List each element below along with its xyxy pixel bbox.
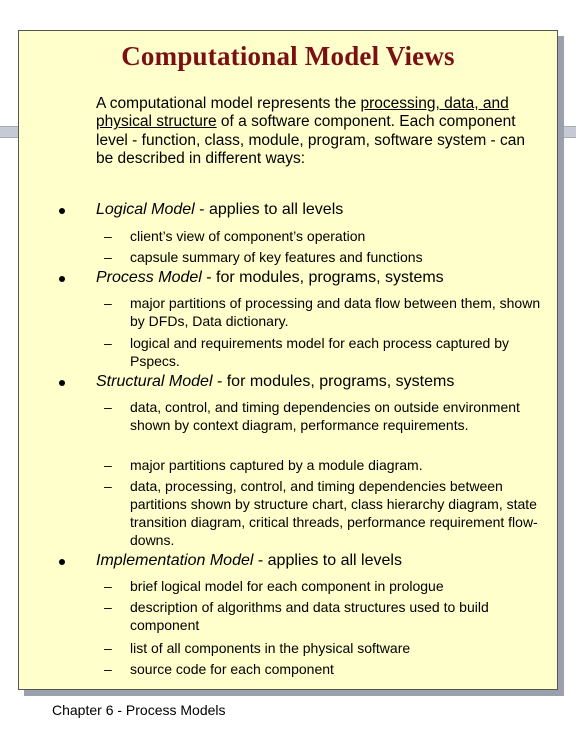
dash-marker: – — [104, 457, 112, 473]
dash-marker: – — [104, 295, 112, 311]
dash-marker: – — [104, 228, 112, 244]
bullet-dot — [59, 380, 65, 386]
sub-item-text: client’s view of component’s operation — [130, 228, 366, 244]
model-name: Implementation Model — [96, 552, 254, 569]
model-scope: - for modules, programs, systems — [201, 269, 444, 286]
intro-text-end: of a software component. Each component level - function, class, module, program, software system - can be described in different ways: — [96, 113, 525, 168]
dash-marker: – — [104, 478, 112, 494]
dash-marker: – — [104, 399, 112, 415]
bullet-text — [96, 552, 402, 570]
model-scope: - for modules, programs, systems — [212, 373, 455, 390]
sub-item-text: description of algorithms and data structures used to build component — [130, 599, 489, 633]
model-name: Structural Model — [96, 373, 213, 390]
dash-marker: – — [104, 249, 112, 265]
footer-chapter-label: Chapter 6 - Process Models — [52, 702, 226, 718]
dash-marker: – — [104, 640, 112, 656]
dash-marker: – — [104, 599, 112, 615]
bullet-dot — [59, 208, 65, 214]
bullet-text — [96, 269, 444, 287]
bullet-text — [96, 373, 454, 391]
dash-marker: – — [104, 661, 112, 677]
bullet-text — [96, 201, 343, 219]
intro-text-start: A computational model represents the — [96, 95, 361, 112]
dash-marker: – — [104, 578, 112, 594]
dash-marker: – — [104, 335, 112, 351]
model-scope: - applies to all levels — [253, 552, 402, 569]
model-name: Process Model — [96, 269, 202, 286]
sub-item-text: source code for each component — [130, 661, 334, 677]
sub-item-text: data, processing, control, and timing dependencies between partitions shown by structure chart, class hierarchy diagram, state transition diagram, critical threads, performance requirement flow-downs. — [130, 478, 538, 548]
sub-item-text: brief logical model for each component in prologue — [130, 578, 444, 594]
intro-paragraph — [96, 95, 546, 169]
sub-item-text: major partitions captured by a module diagram. — [130, 457, 423, 473]
model-name: Logical Model — [96, 201, 195, 218]
sub-item-text: data, control, and timing dependencies on outside environment shown by context diagram, performance requirements. — [130, 399, 520, 433]
sub-item-text: list of all components in the physical software — [130, 640, 411, 656]
bullet-dot — [59, 559, 65, 565]
intro-underlined-text: processing, data, and physical structure — [96, 95, 509, 131]
model-scope: - applies to all levels — [194, 201, 344, 218]
slide — [18, 30, 558, 690]
sub-item-text: capsule summary of key features and functions — [130, 249, 423, 265]
sub-item-text: logical and requirements model for each process captured by Pspecs. — [130, 335, 509, 369]
sub-item-text: major partitions of processing and data flow between them, shown by DFDs, Data dictionary. — [130, 295, 541, 329]
bullet-dot — [59, 276, 65, 282]
slide-title: Computational Model Views — [121, 41, 455, 71]
